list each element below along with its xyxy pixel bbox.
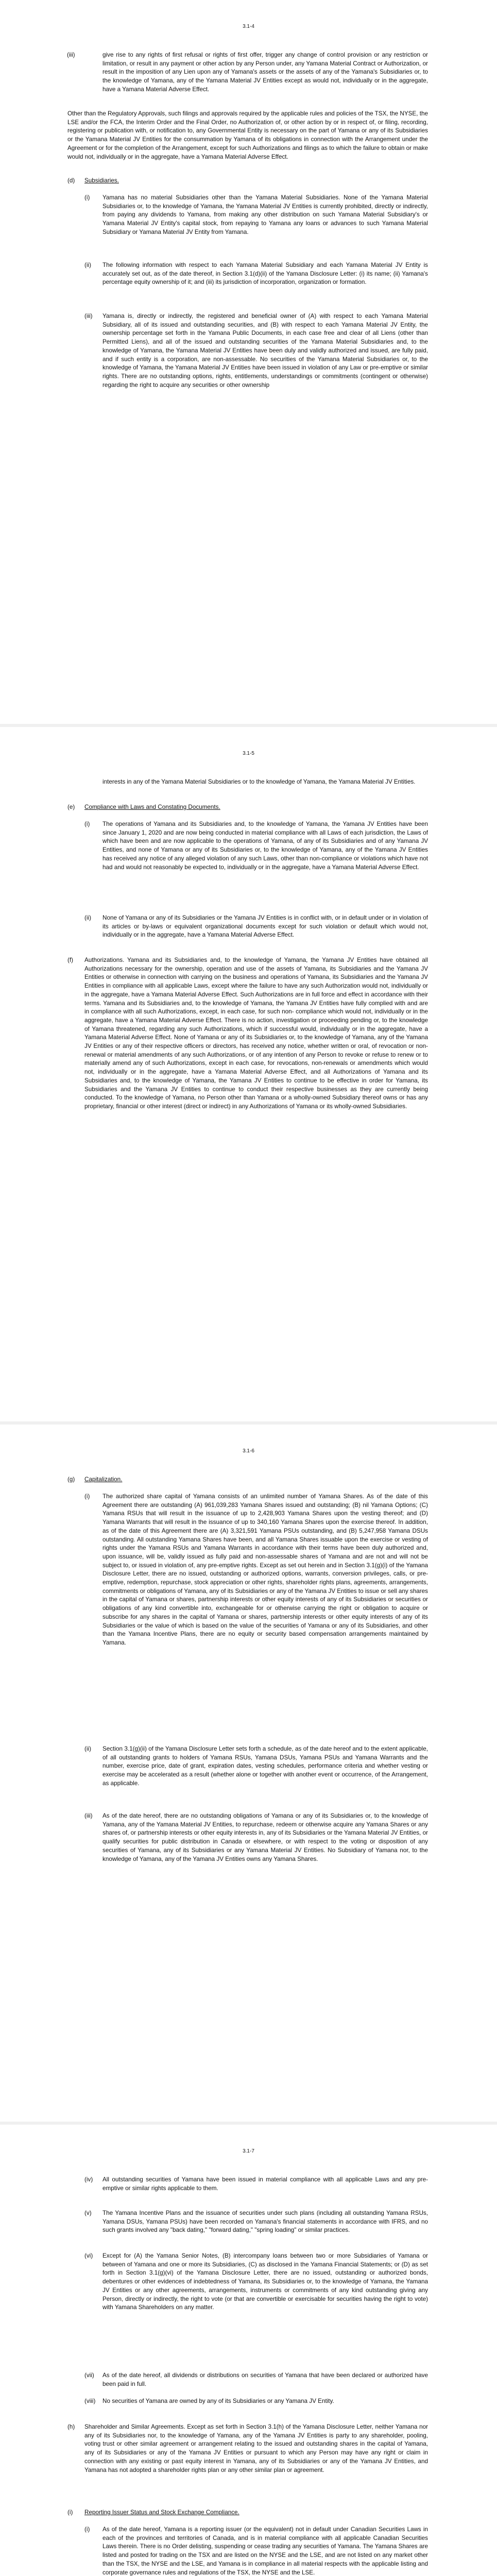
section-label: (f) [67,957,74,963]
section-heading: Subsidiaries. [84,177,119,184]
section-label: (i) [67,2509,73,2516]
page-number: 3.1-7 [243,2148,254,2154]
section-heading: Reporting Issuer Status and Stock Exchange Compliance. [84,2509,239,2516]
section-heading: Compliance with Laws and Constating Documents. [84,804,220,810]
paragraph: The operations of Yamana and its Subsidiaries and, to the knowledge of Yamana, the Yamana JV Entities have been since January 1, 2020 and are now being conducted in material compliance with all Laws of each jurisdiction, the Laws of which have been and are now applicable to the operations of Yamana, of any of its Subsidiaries and of any Yamana JV Entities, and none of Yamana or any of its Subsidiaries or, to the knowledge of Yamana, any of the Yamana JV Entities has received any notice of any alleged violation of any such Laws, other than non-compliance or violations which have not had and would not reasonably be expected to, individually or in the aggregate, have a Yamana Material Adverse Effect. [102,821,428,871]
paragraph: The Yamana Incentive Plans and the issuance of securities under such plans (including all outstanding Yamana RSUs, Yamana DSUs, Yamana PSUs) have been recorded on Yamana's financial statements in accordance with IFRS, and no such grants involved any "back dating," "forward dating," "spring loading" or similar practices. [102,2210,428,2234]
item-label: (ii) [84,262,91,268]
item-label: (iii) [84,313,93,319]
paragraph: No securities of Yamana are owned by any of its Subsidiaries or any Yamana JV Entity. [102,2398,334,2404]
document-page-3 [0,1425,497,2122]
section-label: (g) [67,1476,75,1483]
item-label: (v) [84,2210,92,2216]
document-page-2 [0,727,497,1421]
paragraph: Except for (A) the Yamana Senior Notes, (B) intercompany loans between two or more Subsidiaries of Yamana or between of Yamana and one or more its Subsidiaries, (C) as disclosed in the Yamana Financial Statements; or (D) as set forth in Section 3.1(g)(vi) of the Yamana Disclosure Letter, there are no issued, outstanding or authorized bonds, debentures or other evidences of indebtedness of Yamana, its Subsidiaries or, to the knowledge of Yamana, the Yamana JV Entities or any other agreements, arrangements, instruments or commitments of any kind outstanding giving any Person, directly or indirectly, the right to vote (or that are convertible or exercisable for securities having the right to vote) with Yamana Shareholders on any matter. [102,2252,428,2311]
item-label: (vi) [84,2252,93,2259]
paragraph: The following information with respect to each Yamana Material Subsidiary and each Yamana Material JV Entity is accurately set out, as of the date thereof, in Section 3.1(d)(ii) of the Yamana Disclosure Letter: (i) its name; (ii) Yamana's percentage equity ownership of it; and (iii) its jurisdiction of incorporation, organization or formation. [102,262,428,286]
paragraph: None of Yamana or any of its Subsidiaries or the Yamana JV Entities is in conflict with, or in default under or in violation of its articles or by-laws or equivalent organizational documents except for such violation or default which would not, individually or in the aggregate, have a Yamana Material Adverse Effect. [102,914,428,939]
page-number: 3.1-5 [243,751,254,756]
item-label: (i) [84,1493,90,1500]
section-label: (h) [67,2424,75,2430]
section-heading: Capitalization. [84,1476,123,1483]
paragraph: give rise to any rights of first refusal or rights of first offer, trigger any change of control provision or any restriction or limitation, or result in any payment or other action by any Person under, any Yamana Material Contract or Authorization, or result in the imposition of any Lien upon any of Yamana's assets or the assets of any of the Yamana's Subsidiaries or, to the knowledge of Yamana, any of the Yamana Material JV Entities except as would not, individually or in the aggregate, have a Yamana Material Adverse Effect. [102,52,428,93]
paragraph: Yamana has no material Subsidiaries other than the Yamana Material Subsidiaries. None of the Yamana Material Subsidiaries or, to the knowledge of Yamana, the Yamana Material JV Entities is currently prohibited, directly or indirectly, from paying any dividends to Yamana, from making any other distribution on such Yamana Material Subsidiary's or Yamana Material JV Entity's capital stock, from repaying to Yamana any loans or advances to such Yamana Material Subsidiary or Yamana Material JV Entity from Yamana. [102,194,428,235]
document-page-1 [0,0,497,724]
paragraph: Shareholder and Similar Agreements. Except as set forth in Section 3.1(h) of the Yamana Disclosure Letter, neither Yamana nor any of its Subsidiaries nor, to the knowledge of Yamana, any of the Yamana JV Entities is party to any shareholder, pooling, voting trust or other similar agreement or arrangement relating to the issued and outstanding shares in the capital of Yamana, any of its Subsidiaries or any of the Yamana JV Entities or pursuant to which any Person may have any right or claim in connection with any existing or past equity interest in Yamana, any of its Subsidiaries or any of the Yamana JV Entities, and Yamana has not adopted a shareholder rights plan or any other similar plan or agreement. [84,2424,428,2473]
item-label: (iv) [84,2176,93,2183]
paragraph: interests in any of the Yamana Material Subsidiaries or to the knowledge of Yamana, the Yamana Material JV Entities. [102,778,416,785]
paragraph: Yamana is, directly or indirectly, the registered and beneficial owner of (A) with respect to each Yamana Material Subsidiary, all of its issued and outstanding securities, and (B) with respect to each Yamana Material JV Entity, the ownership percentage set forth in the Yamana Public Documents, in each case free and clear of all Liens (other than Permitted Liens), and all of the issued and outstanding securities of the Yamana Material Subsidiaries and, to the knowledge of Yamana, the Yamana Material JV Entities have been duly and validly authorized and issued, are fully paid, and if such entity is a corporation, are non-assessable. No securities of the Yamana Material Subsidiaries or, to the knowledge of Yamana, the Yamana Material JV Entities have been issued in violation of any Law or pre-emptive or similar rights. There are no outstanding options, rights, entitlements, understandings or commitments (contingent or otherwise) regarding the right to acquire any securities or other ownership [102,313,428,388]
item-label: (i) [84,194,90,201]
item-label: (viii) [84,2398,96,2404]
page-number: 3.1-6 [243,1448,254,1454]
paragraph: As of the date hereof, Yamana is a reporting issuer (or the equivalent) not in default under Canadian Securities Laws in each of the provinces and territories of Canada, and is in material compliance with all applicable Canadian Securities Laws therein. There is no Order delisting, suspending or cease trading any securities of Yamana. The Yamana Shares are listed and posted for trading on the TSX and are listed on the NYSE and the LSE, and are not listed on any market other than the TSX, the NYSE and the LSE, and Yamana is in compliance in all material respects with the applicable listing and corporate governance rules and regulations of the TSX, the NYSE and the LSE. [102,2526,428,2576]
paragraph: All outstanding securities of Yamana have been issued in material compliance with all applicable Laws and any pre-emptive or similar rights applicable to them. [102,2176,428,2192]
paragraph: The authorized share capital of Yamana consists of an unlimited number of Yamana Shares. As of the date of this Agreement there are outstanding (A) 961,039,283 Yamana Shares issued and outstanding; (B) nil Yamana Options; (C) Yamana RSUs that will result in the issuance of up to 2,428,903 Yamana Shares upon the vesting thereof; and (D) Yamana Warrants that will result in the issuance of up to 340,160 Yamana Shares upon the exercise thereof. In addition, as of the date of this Agreement there are (A) 3,321,591 Yamana PSUs outstanding, and (B) 5,247,958 Yamana DSUs outstanding. All outstanding Yamana Shares have been, and all Yamana Shares issuable upon the exercise or vesting of rights under the Yamana RSUs and Yamana Warrants in accordance with their terms have been duly authorized and, upon issuance, will be, validly issued as fully paid and non-assessable shares of Yamana and are not and will not be subject to, or issued in violation of, any pre-emptive rights. Except as set out herein and in Section 3.1(g)(i) of the Yamana Disclosure Letter, there are no issued, outstanding or authorized options, warrants, conversion privileges, calls, or pre-emptive, redemption, repurchase, stock appreciation or other rights, shareholder rights plans, agreements, arrangements, commitments or obligations of Yamana, any of its Subsidiaries or any of the Yamana JV Entities to issue or sell any shares in the capital of Yamana or shares, partnership interests or other equity interests of any of its Subsidiaries or securities or obligations of any kind convertible into, exchangeable for or otherwise carrying the right or obligation to acquire or subscribe for any shares in the capital of Yamana or shares, partnership interests or other equity interests of any of its Subsidiaries or the value of which is based on the value of the securities of Yamana or any of its Subsidiaries, and other than the Yamana Incentive Plans, there are no equity or security based compensation arrangements maintained by Yamana. [102,1493,428,1646]
section-label: (e) [67,804,75,810]
item-label: (ii) [84,914,91,921]
item-label: (iii) [84,1812,93,1819]
paragraph: Other than the Regulatory Approvals, such filings and approvals required by the applicable rules and policies of the TSX, the NYSE, the LSE and/or the FCA, the Interim Order and the Final Order, no Authorization of, or other action by or in respect of, or filing, recording, registering or publication with, or notification to, any Governmental Entity is necessary on the part of Yamana or any of its Subsidiaries or the Yamana Material JV Entities for the consummation by Yamana of its obligations in connection with the Arrangement under the Agreement or for the completion of the Arrangement, except for such Authorizations and filings as to which the failure to obtain or make would not, individually or in the aggregate, have a Yamana Material Adverse Effect. [67,110,428,160]
item-label: (ii) [84,1745,91,1752]
item-label: (vii) [84,2372,94,2379]
paragraph: As of the date hereof, there are no outstanding obligations of Yamana or any of its Subsidiaries or, to the knowledge of Yamana, any of the Yamana Material JV Entities, to repurchase, redeem or otherwise acquire any Yamana Shares or any shares of, or partnership interests or other equity interests in, any of its Subsidiaries or the Yamana Material JV Entities, or qualify securities for public distribution in Canada or elsewhere, or with respect to the voting or disposition of any securities of Yamana, any of its Subsidiaries or any Yamana Material JV Entities. No Subsidiary of Yamana nor, to the knowledge of Yamana, any of the Yamana JV Entities owns any Yamana Shares. [102,1812,428,1862]
page-number: 3.1-4 [243,24,254,29]
document-page-4 [0,2125,497,2576]
item-label: (i) [84,821,90,827]
paragraph: As of the date hereof, all dividends or distributions on securities of Yamana that have been declared or authorized have been paid in full. [102,2372,428,2387]
item-label: (iii) [67,52,75,58]
item-label: (i) [84,2526,90,2533]
section-label: (d) [67,177,75,184]
paragraph: Section 3.1(g)(ii) of the Yamana Disclosure Letter sets forth a schedule, as of the date hereof and to the extent applicable, of all outstanding grants to holders of Yamana RSUs, Yamana DSUs, Yamana PSUs and Yamana Warrants and the number, exercise price, date of grant, expiration dates, vesting schedules, performance criteria and whether vesting or exercise may be accelerated as a result (whether alone or together with another event or occurrence, of the Arrangement, as applicable. [102,1745,428,1787]
paragraph: Authorizations. Yamana and its Subsidiaries and, to the knowledge of Yamana, the Yamana JV Entities have obtained all Authorizations necessary for the ownership, operation and use of the assets of Yamana, its Subsidiaries and the Yamana JV Entities or otherwise in connection with carrying on the business and operations of Yamana, its Subsidiaries and the Yamana JV Entities in compliance with all applicable Laws, except where the failure to have any such Authorization would not, individually or in the aggregate, have a Yamana Material Adverse Effect. Such Authorizations are in full force and effect in accordance with their terms. Yamana and its Subsidiaries and, to the knowledge of Yamana, the Yamana JV Entities have fully complied with and are in compliance with all such Authorizations, except, in each case, for such non- compliance which would not, individually or in the aggregate, have a Yamana Material Adverse Effect. There is no action, investigation or proceeding pending or, to the knowledge of Yamana threatened, regarding any such Authorizations, which if successful would, individually or in the aggregate, have a Yamana Material Adverse Effect. None of Yamana or any of its Subsidiaries or, to the knowledge of Yamana, any of the Yamana JV Entities or any of their respective officers or directors, has received any notice, whether written or oral, of revocation or non-renewal or material amendments of any such Authorizations, or of any intention of any Person to revoke or refuse to renew or to materially amend any of such Authorizations, except in each case, for revocations, non-renewals or amendments which would not, individually or in the aggregate, have a Yamana Material Adverse Effect, and all Authorizations of Yamana and its Subsidiaries and, to the knowledge of Yamana, the Yamana JV Entities to continue to be effective in order for Yamana, its Subsidiaries and the Yamana JV Entities to continue to conduct their respective businesses as they are currently being conducted. To the knowledge of Yamana, no Person other than Yamana or a wholly-owned Subsidiary thereof owns or has any proprietary, financial or other interest (direct or indirect) in any Authorizations of Yamana or its wholly-owned Subsidiaries. [84,957,428,1110]
